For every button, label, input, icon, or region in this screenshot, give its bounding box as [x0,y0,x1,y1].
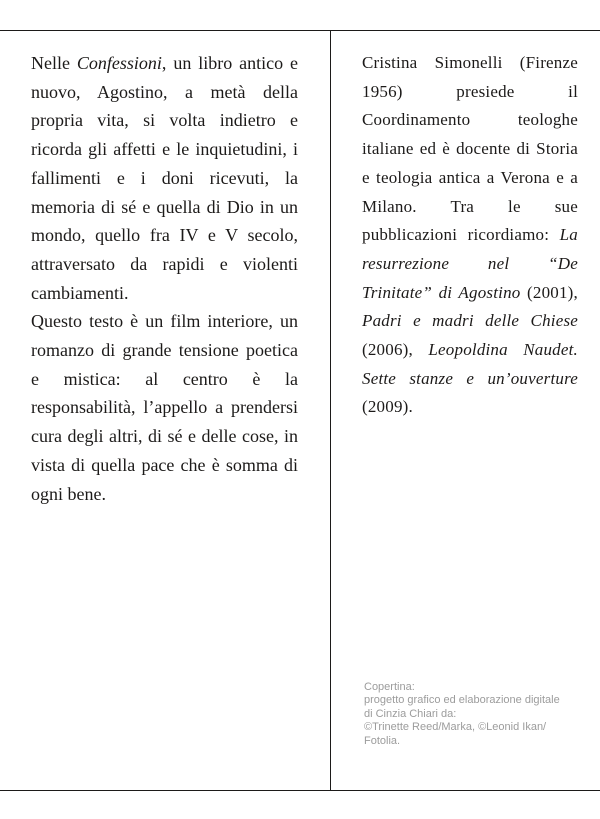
left-flap-synopsis: Nelle Confessioni, un libro antico e nuovo, Agostino, a metà della propria vita, si volta indietro e ricorda gli affetti e le inquietudini, i fallimenti e i doni ricevuti, la memoria di sé e quella di Dio in un mondo, quello fra IV e V secolo, attraversato da rapidi e violenti cambiamenti. Questo testo è un film interiore, un romanzo di grande tensione poetica e mistica: al centro è la responsabilità, l’appello a prendersi cura degli altri, di sé e delle cose, in vista di quella pace che è somma di ogni bene. [31,53,298,504]
top-rule [0,30,600,31]
bottom-rule [0,790,600,791]
center-divider-rule [330,30,331,791]
right-flap-author-bio: Cristina Simonelli (Firenze 1956) presiede il Coordinamento teologhe italiane ed è docente di Storia e teologia antica a Verona e a Milano. Tra le sue pubblicazioni ricordiamo: La resurrezione nel “De Trinitate” di Agostino (2001), Padri e madri delle Chiese (2006), Leopoldina Naudet. Sette stanze e un’ouverture (2009). [362,53,578,417]
cover-credits: Copertina: progetto grafico ed elaborazione digitale di Cinzia Chiari da: ©Trinette Reed/Marka, ©Leonid Ikan/ Fotolia. [364,681,560,747]
